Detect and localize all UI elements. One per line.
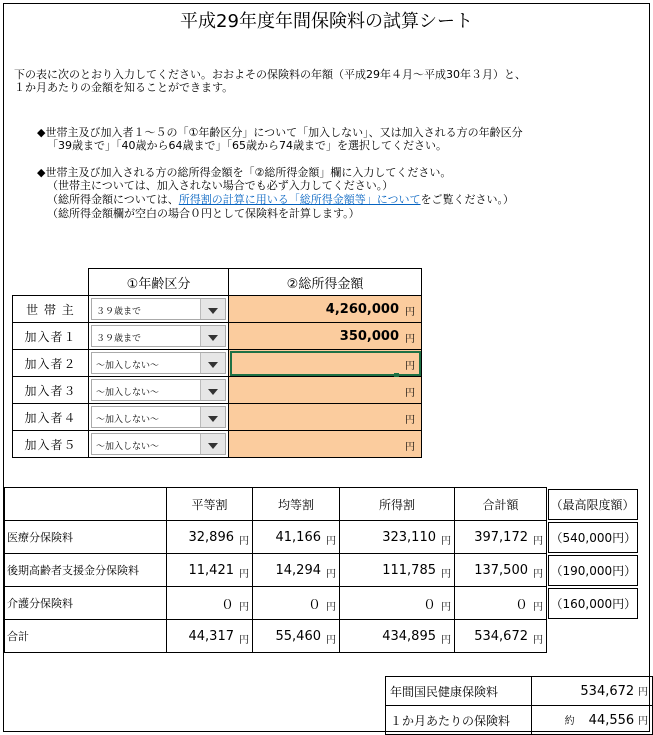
input-row <box>13 296 422 323</box>
monthly-label: １か月あたりの保険料 <box>386 706 532 735</box>
dropdown-arrow-icon[interactable] <box>200 326 225 346</box>
table-row <box>5 521 639 554</box>
dropdown-arrow-icon[interactable] <box>200 434 225 454</box>
yen-unit: 円 <box>533 569 543 580</box>
income-input-member5[interactable] <box>229 431 422 458</box>
yen-unit: 円 <box>638 716 648 727</box>
yen-unit: 円 <box>405 334 415 345</box>
input-row <box>13 377 422 404</box>
value: 55,460 <box>275 628 321 644</box>
yen-unit: 円 <box>441 569 451 580</box>
yen-unit: 円 <box>239 602 249 613</box>
age-select-member3[interactable] <box>89 377 229 404</box>
value: 14,294 <box>275 562 321 578</box>
row-label: 加入者１ <box>13 323 89 350</box>
value-cell <box>253 554 340 587</box>
dropdown-arrow-icon[interactable] <box>200 380 225 400</box>
yen-unit: 円 <box>326 635 336 646</box>
income-input-member3[interactable] <box>229 377 422 404</box>
row-label: 加入者５ <box>13 431 89 458</box>
yen-unit: 円 <box>405 442 415 453</box>
yen-unit: 円 <box>326 602 336 613</box>
value-cell <box>340 620 455 653</box>
age-select-member4[interactable] <box>89 404 229 431</box>
row-label: 世 帯 主 <box>13 296 89 323</box>
yen-unit: 円 <box>405 361 415 372</box>
value-cell <box>340 521 455 554</box>
note1-line-2: 「39歳まで」「40歳から64歳まで」「65歳から74歳まで」を選択してください。 <box>47 139 447 152</box>
max-header-box: （最高限度額） <box>548 489 638 520</box>
col-header-per-capita: 均等割 <box>253 488 340 521</box>
value: 434,895 <box>382 628 436 644</box>
age-select-member2[interactable] <box>89 350 229 377</box>
row-label: 加入者４ <box>13 404 89 431</box>
value-cell <box>455 620 547 653</box>
yen-unit: 円 <box>533 602 543 613</box>
age-select-value: ３９歳まで <box>96 334 142 344</box>
table-row-total <box>5 620 639 653</box>
income-input-member2[interactable] <box>229 350 422 377</box>
yen-unit: 円 <box>326 569 336 580</box>
value: 41,166 <box>275 529 321 545</box>
value: ０ <box>514 597 528 613</box>
col-header-income: 所得割 <box>340 488 455 521</box>
max-cell <box>547 554 639 587</box>
value-cell <box>167 521 253 554</box>
income-input-member1[interactable] <box>229 323 422 350</box>
col-header-total: 合計額 <box>455 488 547 521</box>
income-value: 4,260,000 <box>325 302 399 317</box>
input-row <box>13 323 422 350</box>
max-cell <box>547 521 639 554</box>
monthly-value: 44,556 <box>588 713 635 728</box>
row-label: 介護分保険料 <box>5 587 167 620</box>
yen-unit: 円 <box>326 536 336 547</box>
col-header-max <box>547 488 639 521</box>
value: 323,110 <box>382 529 436 545</box>
yen-unit: 円 <box>533 536 543 547</box>
income-value: 350,000 <box>339 329 399 344</box>
annual-value: 534,672 <box>580 684 635 699</box>
monthly-value-cell <box>532 706 653 735</box>
yen-unit: 円 <box>239 536 249 547</box>
max-value: （160,000円） <box>548 588 638 619</box>
value-cell <box>167 620 253 653</box>
input-row <box>13 431 422 458</box>
age-select-value: ３９歳まで <box>96 307 142 317</box>
summary-box <box>385 676 653 735</box>
page-title: 平成29年度年間保険料の試算シート <box>180 11 473 32</box>
annual-value-cell <box>532 677 653 706</box>
monthly-prefix: 約 <box>564 716 575 727</box>
yen-unit: 円 <box>405 307 415 318</box>
value: 137,500 <box>474 562 528 578</box>
value-cell <box>253 620 340 653</box>
result-table <box>4 487 639 653</box>
row-label: 医療分保険料 <box>5 521 167 554</box>
income-header: ②総所得金額 <box>229 269 422 296</box>
dropdown-arrow-icon[interactable] <box>200 353 225 373</box>
blank-header <box>13 269 89 296</box>
dropdown-arrow-icon[interactable] <box>200 407 225 427</box>
value: 534,672 <box>474 628 528 644</box>
value-cell <box>455 521 547 554</box>
corner-cell <box>5 488 167 521</box>
max-value: （190,000円） <box>548 555 638 586</box>
yen-unit: 円 <box>405 388 415 399</box>
value-cell <box>253 587 340 620</box>
row-label: 後期高齢者支援金分保険料 <box>5 554 167 587</box>
yen-unit: 円 <box>441 602 451 613</box>
col-header-flat: 平等割 <box>167 488 253 521</box>
value: 111,785 <box>382 562 436 578</box>
input-table <box>12 268 422 458</box>
value-cell <box>340 554 455 587</box>
max-cell-empty <box>547 620 639 653</box>
age-select-value: ～加入しない～ <box>96 415 160 425</box>
note2-line-3-pre: （総所得金額については、 <box>47 193 179 206</box>
intro-line-1: 下の表に次のとおり入力してください。おおよその保険料の年額（平成29年４月～平成30年３月）と、 <box>14 68 526 81</box>
max-cell <box>547 587 639 620</box>
value: ０ <box>422 597 436 613</box>
value-cell <box>340 587 455 620</box>
row-label: 加入者３ <box>13 377 89 404</box>
value: 397,172 <box>474 529 528 545</box>
max-value: （540,000円） <box>548 522 638 553</box>
note2-line-1: ◆世帯主及び加入される方の総所得金額を「②総所得金額」欄に入力してください。 <box>37 166 452 179</box>
yen-unit: 円 <box>638 687 648 698</box>
age-select-value: ～加入しない～ <box>96 361 160 371</box>
note2-line-4: （総所得金額欄が空白の場合０円として保険料を計算します。） <box>47 207 360 220</box>
age-select-householder[interactable] <box>89 296 229 323</box>
intro-line-2: １か月あたりの金額を知ることができます。 <box>14 81 234 94</box>
input-row <box>13 404 422 431</box>
value: ０ <box>307 597 321 613</box>
yen-unit: 円 <box>441 536 451 547</box>
yen-unit: 円 <box>239 569 249 580</box>
note2-line-3 <box>47 193 514 206</box>
row-label: 合計 <box>5 620 167 653</box>
note2-line-2: （世帯主については、加入されない場合でも必ず入力してください。） <box>47 179 394 192</box>
yen-unit: 円 <box>441 635 451 646</box>
note1-line-1: ◆世帯主及び加入者１～５の「①年齢区分」について「加入しない」、又は加入される方の年齢区分 <box>37 126 523 139</box>
yen-unit: 円 <box>239 635 249 646</box>
yen-unit: 円 <box>405 415 415 426</box>
age-select-value: ～加入しない～ <box>96 442 160 452</box>
yen-unit: 円 <box>533 635 543 646</box>
age-header: ①年齢区分 <box>89 269 229 296</box>
value: 44,317 <box>188 628 234 644</box>
value-cell <box>455 554 547 587</box>
age-select-member5[interactable] <box>89 431 229 458</box>
input-row <box>13 350 422 377</box>
value: 11,421 <box>188 562 234 578</box>
table-row <box>5 554 639 587</box>
age-select-value: ～加入しない～ <box>96 388 160 398</box>
table-row <box>5 587 639 620</box>
note2-line-3-post: をご覧ください。） <box>420 193 515 206</box>
annual-label: 年間国民健康保険料 <box>386 677 532 706</box>
value: ０ <box>220 597 234 613</box>
value-cell <box>167 587 253 620</box>
value: 32,896 <box>188 529 234 545</box>
income-help-link[interactable]: 所得割の計算に用いる「総所得金額等」について <box>178 193 421 206</box>
value-cell <box>167 554 253 587</box>
value-cell <box>253 521 340 554</box>
value-cell <box>455 587 547 620</box>
dropdown-arrow-icon[interactable] <box>200 299 225 319</box>
age-select-member1[interactable] <box>89 323 229 350</box>
income-input-householder[interactable] <box>229 296 422 323</box>
row-label: 加入者２ <box>13 350 89 377</box>
income-input-member4[interactable] <box>229 404 422 431</box>
